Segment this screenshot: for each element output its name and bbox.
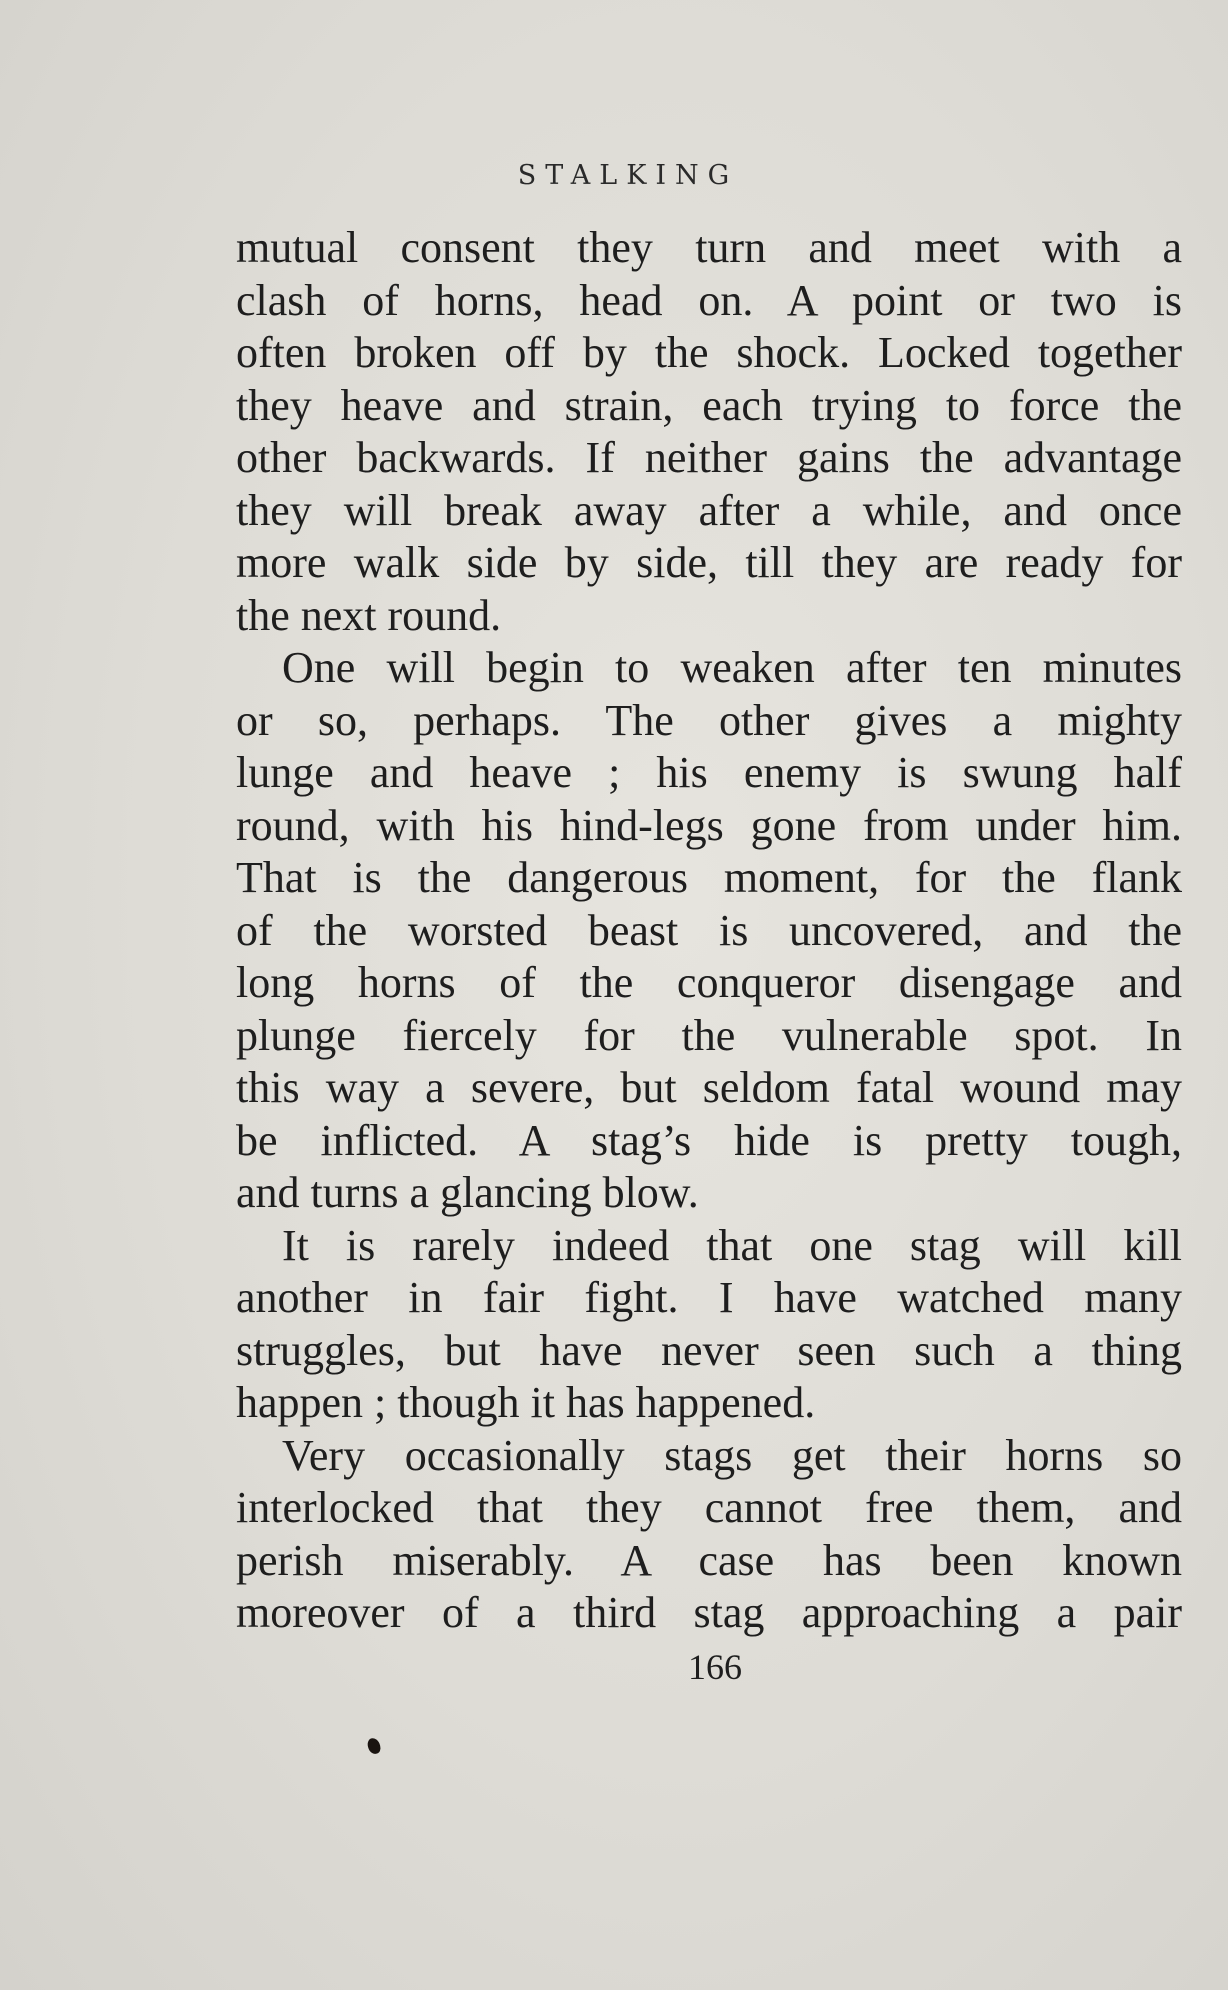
paragraph-3 [236, 1220, 1182, 1430]
text-line: clash of horns, head on. A point or two is [236, 275, 1182, 325]
text-line: of the worsted beast is uncovered, and the [236, 905, 1182, 955]
text-line: the next round. [236, 590, 502, 640]
text-line: long horns of the conqueror disengage and [236, 958, 1182, 1007]
text-line: they heave and strain, each trying to force the [236, 380, 1182, 430]
text-line: That is the dangerous moment, for the flank [236, 853, 1182, 902]
text-line: round, with his hind-legs gone from under him. [236, 800, 1182, 850]
text-line: or so, perhaps. The other gives a mighty [236, 695, 1182, 745]
paragraph-1 [236, 222, 1182, 642]
text-line: struggles, but have never seen such a thing [236, 1325, 1182, 1375]
text-line: perish miserably. A case has been known [236, 1535, 1182, 1585]
text-line: Very occasionally stags get their horns so [282, 1430, 1182, 1480]
paragraph-2 [236, 642, 1182, 1220]
page-number: 166 [688, 1647, 742, 1687]
body-text [236, 222, 1182, 1640]
text-line: be inflicted. A stag’s hide is pretty tough, [236, 1115, 1182, 1165]
text-line: mutual consent they turn and meet with a [236, 223, 1182, 272]
text-line: other backwards. If neither gains the advantage [236, 433, 1182, 482]
text-line: happen ; though it has happened. [236, 1378, 816, 1427]
text-line: It is rarely indeed that one stag will kill [282, 1220, 1182, 1270]
text-line: they will break away after a while, and once [236, 485, 1182, 535]
text-line: this way a severe, but seldom fatal wound may [236, 1063, 1182, 1112]
text-line: One will begin to weaken after ten minutes [282, 643, 1182, 692]
text-line: and turns a glancing blow. [236, 1168, 699, 1217]
ink-blot-mark [366, 1737, 382, 1756]
text-line: lunge and heave ; his enemy is swung half [236, 748, 1182, 797]
running-head: STALKING [517, 160, 739, 191]
text-line: often broken off by the shock. Locked together [236, 328, 1182, 377]
text-line: plunge fiercely for the vulnerable spot. In [236, 1010, 1182, 1060]
text-line: interlocked that they cannot free them, and [236, 1483, 1182, 1532]
text-line: another in fair fight. I have watched many [236, 1273, 1182, 1322]
text-line: moreover of a third stag approaching a pair [236, 1588, 1182, 1637]
paragraph-4 [236, 1430, 1182, 1640]
text-line: more walk side by side, till they are ready for [236, 538, 1182, 587]
